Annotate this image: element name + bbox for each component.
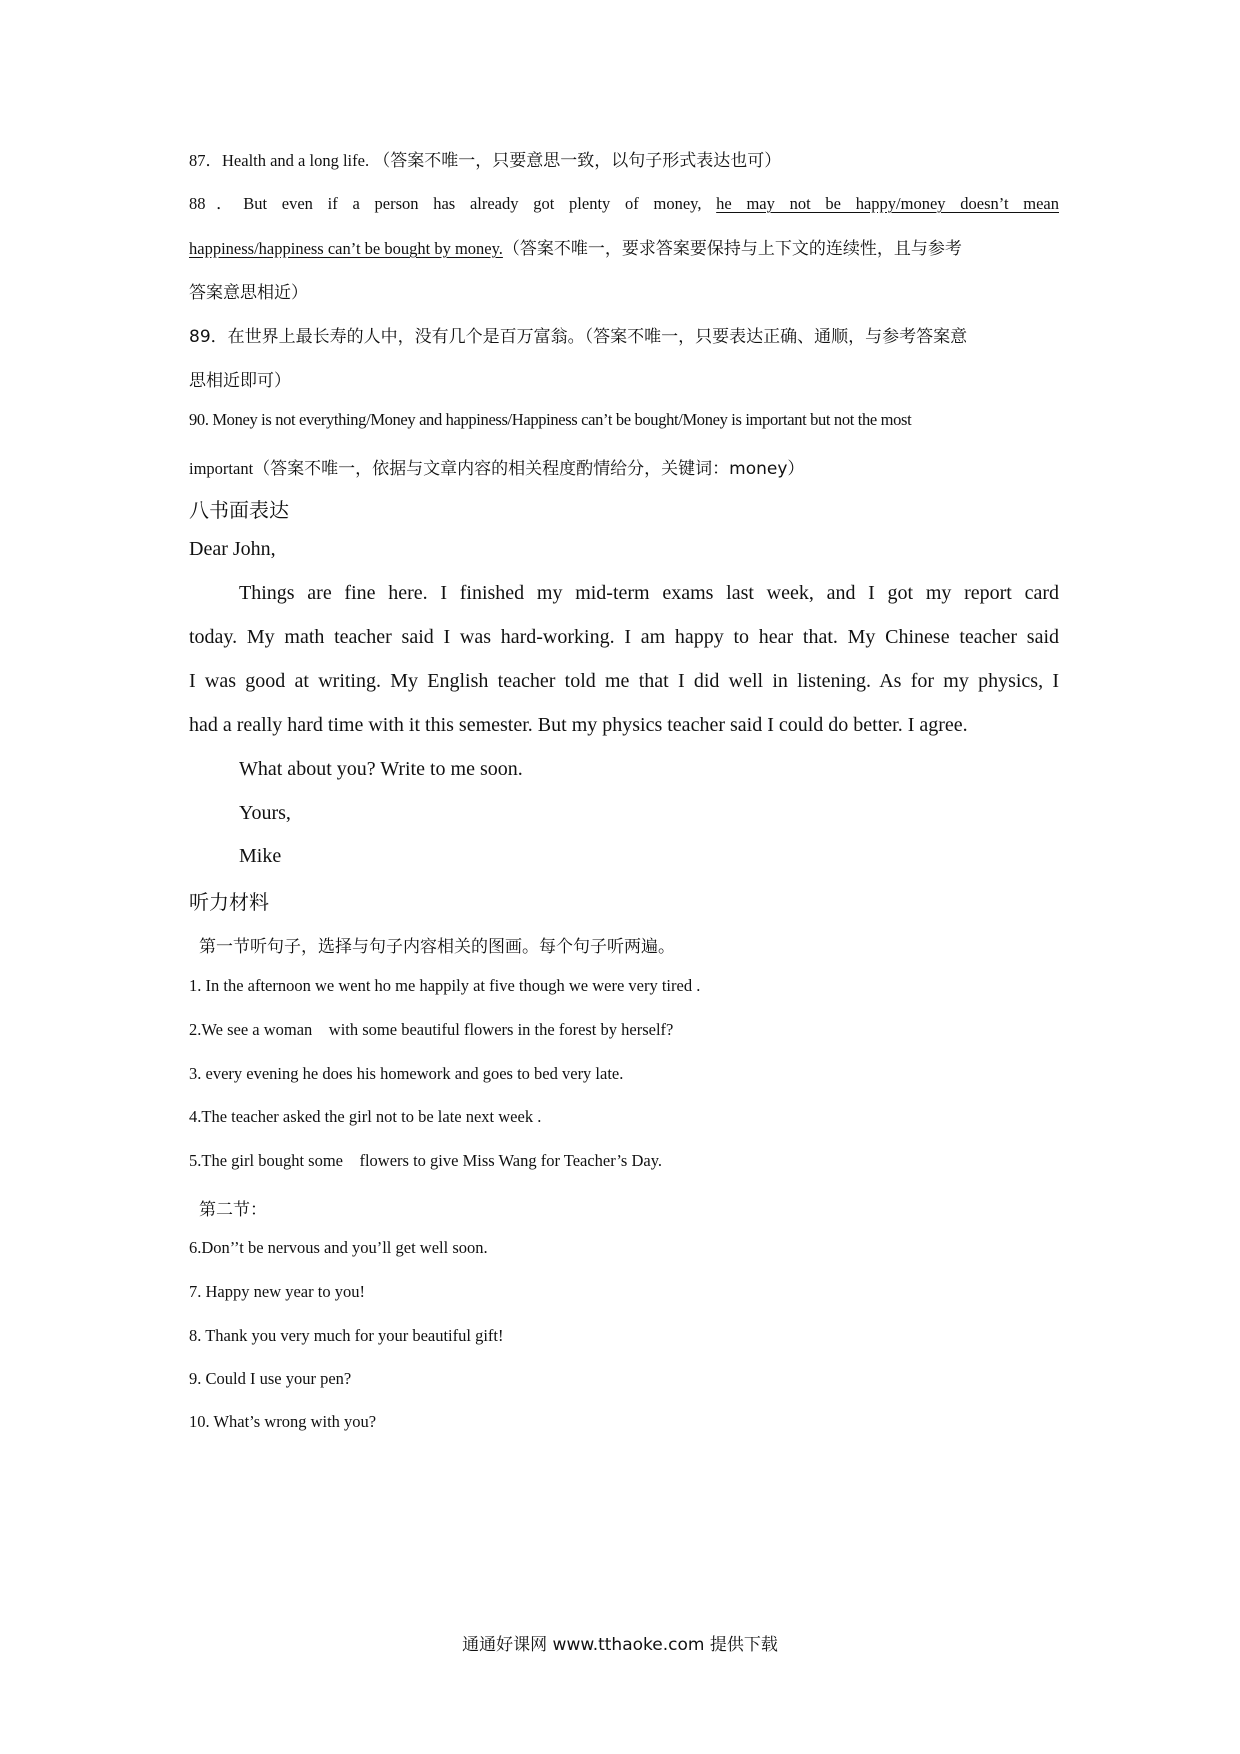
listening-section-1-title: 第一节听句子，选择与句子内容相关的图画。每个句子听两遍。	[199, 937, 675, 957]
letter-body-line-1: Things are fine here. I finished my mid-term exams last week, and I got my report card	[239, 582, 1059, 604]
answer-89-line-2: 思相近即可）	[189, 371, 291, 391]
letter-salutation: Dear John,	[189, 538, 276, 560]
answer-88-line-2: happiness/happiness can’t be bought by money.（答案不唯一，要求答案要保持与上下文的连续性，且与参考	[189, 239, 962, 259]
answer-88-line-3: 答案意思相近）	[189, 283, 308, 303]
listening-item-9: 9. Could I use your pen?	[189, 1369, 352, 1388]
listening-item-7: 7. Happy new year to you!	[189, 1282, 365, 1301]
letter-closing-question: What about you? Write to me soon.	[239, 758, 523, 780]
listening-item-10: 10. What’s wrong with you?	[189, 1412, 377, 1431]
letter-body-line-3: I was good at writing. My English teacher told me that I did well in listening. As for my physics, I	[189, 670, 1059, 692]
answer-88-underlined-2: happiness/happiness can’t be bought by money.	[189, 239, 503, 258]
writing-heading: 八书面表达	[189, 498, 289, 522]
listening-item-1: 1. In the afternoon we went ho me happily at five though we were very tired .	[189, 976, 701, 995]
answer-88-line-1: 88．But even if a person has already got plenty of money, he may not be happy/money doesn’t mean	[189, 194, 1059, 213]
answer-90-line-2: important（答案不唯一，依据与文章内容的相关程度酌情给分，关键词：money）	[189, 459, 805, 479]
answer-90-line-1: 90. Money is not everything/Money and happiness/Happiness can’t be bought/Money is important but not the most	[189, 410, 912, 429]
letter-sign-off: Yours,	[239, 802, 291, 824]
letter-signature-name: Mike	[239, 845, 282, 867]
answer-87: 87．Health and a long life. （答案不唯一，只要意思一致，以句子形式表达也可）	[189, 151, 782, 171]
listening-item-5: 5.The girl bought some flowers to give Miss Wang for Teacher’s Day.	[189, 1151, 663, 1170]
listening-heading: 听力材料	[189, 890, 269, 914]
listening-item-6: 6.Don’’t be nervous and you’ll get well soon.	[189, 1238, 488, 1257]
listening-item-2: 2.We see a woman with some beautiful flowers in the forest by herself?	[189, 1020, 674, 1039]
listening-section-2-title: 第二节：	[199, 1200, 267, 1220]
page-footer: 通通好课网 www.tthaoke.com 提供下载	[462, 1635, 778, 1655]
answer-89-line-1: 89．在世界上最长寿的人中，没有几个是百万富翁。（答案不唯一，只要表达正确、通顺，与参考答案意	[189, 327, 968, 347]
listening-item-4: 4.The teacher asked the girl not to be late next week .	[189, 1107, 542, 1126]
letter-body-line-2: today. My math teacher said I was hard-working. I am happy to hear that. My Chinese teacher said	[189, 626, 1059, 648]
listening-item-3: 3. every evening he does his homework and goes to bed very late.	[189, 1064, 624, 1083]
answer-88-underlined-1: he may not be happy/money doesn’t mean	[716, 194, 1059, 213]
letter-body-line-4: had a really hard time with it this semester. But my physics teacher said I could do better. I agree.	[189, 714, 968, 736]
listening-item-8: 8. Thank you very much for your beautiful gift!	[189, 1326, 504, 1345]
